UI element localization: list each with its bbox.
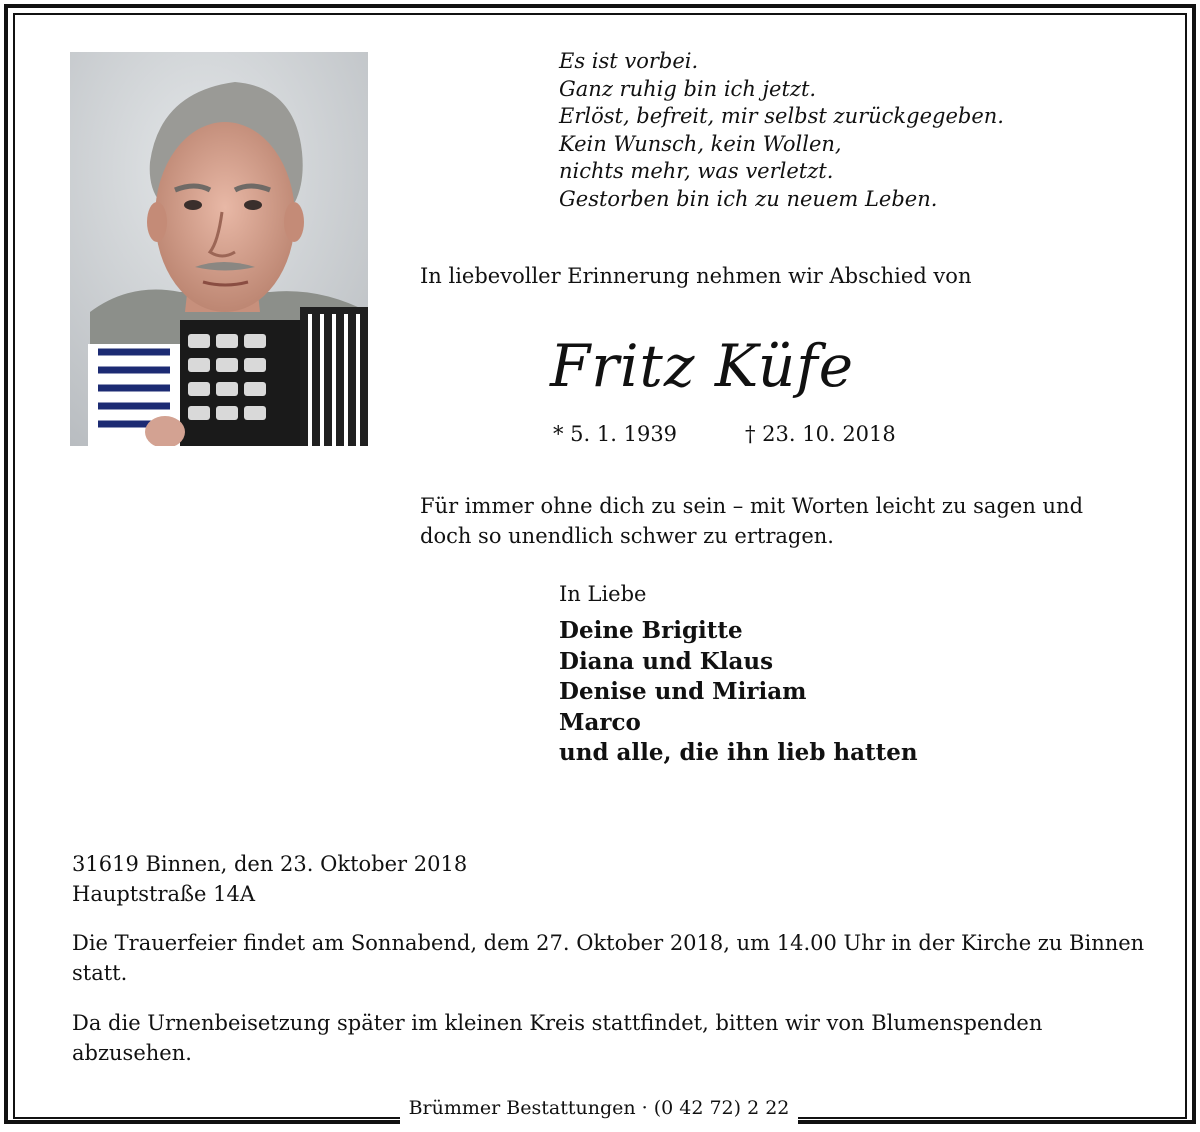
death-date: † 23. 10. 2018 <box>745 422 896 446</box>
portrait-photo <box>70 52 368 446</box>
mourners-list <box>559 616 918 769</box>
service-notice: Die Trauerfeier findet am Sonnabend, dem 27. Oktober 2018, um 14.00 Uhr in der Kirche zu Binnen statt. <box>72 931 1145 985</box>
mourner-name: Diana und Klaus <box>559 647 774 675</box>
poem-line: Gestorben bin ich zu neuem Leben. <box>559 186 938 211</box>
place-date: 31619 Binnen, den 23. Oktober 2018 <box>72 852 468 876</box>
flowers-notice: Da die Urnenbeisetzung später im kleinen Kreis stattfindet, bitten wir von Blumenspenden abzusehen. <box>72 1011 1043 1065</box>
mourner-name: Denise und Miriam <box>559 678 807 705</box>
street-address: Hauptstraße 14A <box>72 882 256 906</box>
poem-line: Erlöst, befreit, mir selbst zurückgegeben. <box>559 104 1004 128</box>
poem-line: nichts mehr, was verletzt. <box>559 159 834 183</box>
birth-date: * 5. 1. 1939 <box>553 422 678 446</box>
mourner-name: und alle, die ihn lieb hatten <box>559 739 918 766</box>
poem-line: Kein Wunsch, kein Wollen, <box>559 131 842 156</box>
poem-line: Es ist vorbei. <box>559 49 699 73</box>
mourner-name: Deine Brigitte <box>559 617 743 644</box>
poem <box>559 48 1004 213</box>
closing-phrase: In Liebe <box>559 582 647 606</box>
poem-line: Ganz ruhig bin ich jetzt. <box>559 76 817 101</box>
deceased-name: Fritz Küfe <box>550 332 855 400</box>
funeral-home-footer: Brümmer Bestattungen · (0 42 72) 2 22 <box>400 1096 798 1120</box>
place-and-address <box>72 849 467 909</box>
memorial-quote: Für immer ohne dich zu sein – mit Worten leicht zu sagen und doch so unendlich schwer zu ertragen. <box>420 494 1084 548</box>
intro-text: In liebevoller Erinnerung nehmen wir Abschied von <box>420 264 972 288</box>
mourner-name: Marco <box>559 708 641 736</box>
portrait-with-accordion-icon <box>70 52 368 446</box>
